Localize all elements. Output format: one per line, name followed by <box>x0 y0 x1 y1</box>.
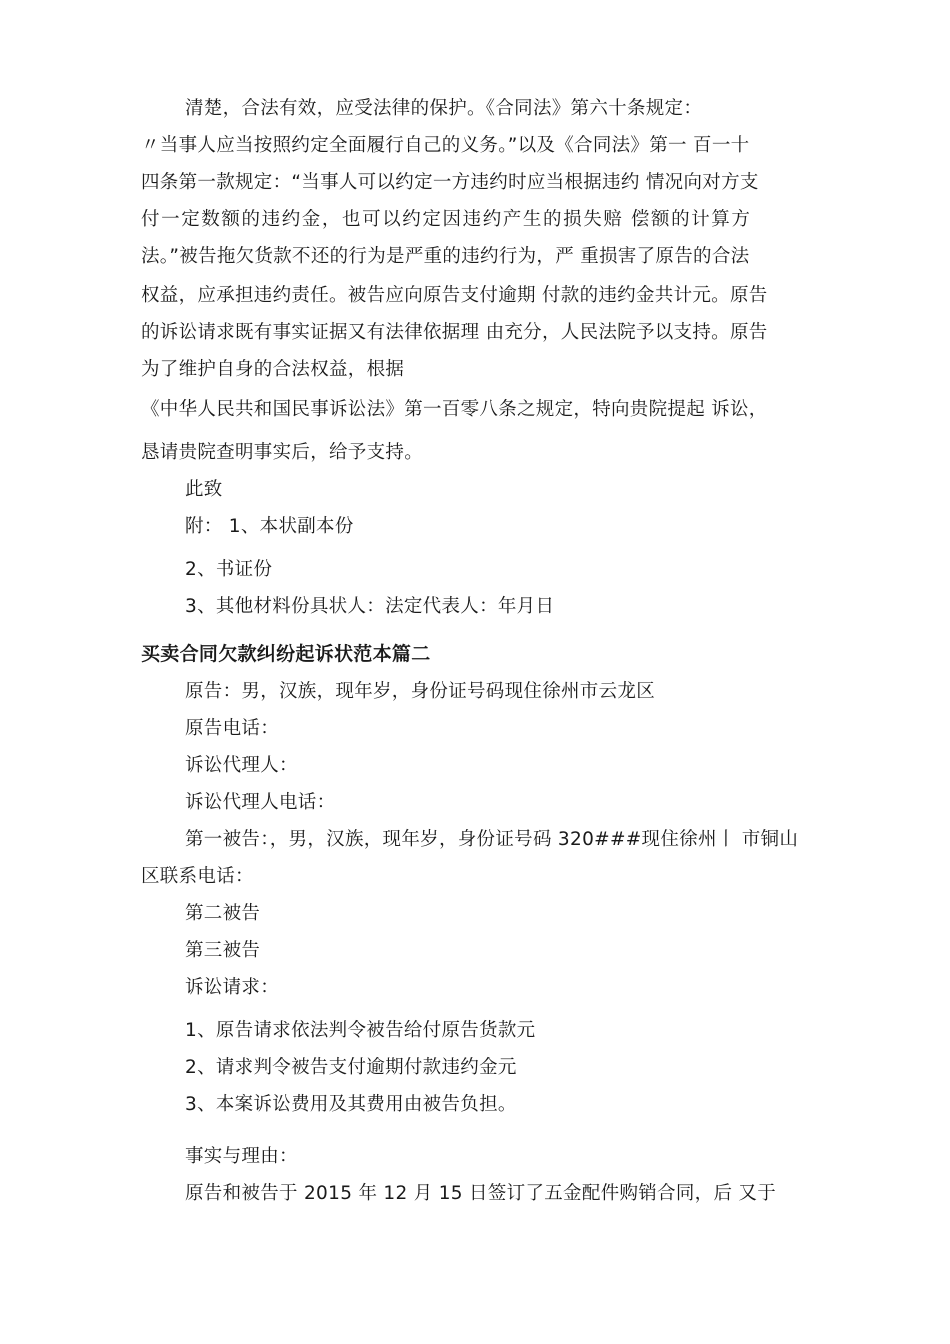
claim-item: 1、原告请求依法判令被告给付原告货款元 <box>185 1020 536 1041</box>
paragraph-line: 清楚，合法有效，应受法律的保护。《合同法》第六十条规定： <box>185 98 703 119</box>
defendant1-info: 第一被告：，男，汉族，现年岁，身份证号码 320###现住徐州丨 市铜山 <box>185 829 799 850</box>
claims-label: 诉讼请求： <box>185 977 280 998</box>
attachment-item: 3、其他材料份具状人：法定代表人：年月日 <box>185 596 555 617</box>
agent-info: 诉讼代理人： <box>185 755 298 776</box>
paragraph-line: 付一定数额的违约金，也可以约定因违约产生的损失赔 偿额的计算方 <box>141 209 752 230</box>
salutation: 此致 <box>185 479 223 500</box>
plaintiff-phone: 原告电话： <box>185 718 280 739</box>
facts-line: 原告和被告于 2015 年 12 月 15 日签订了五金配件购销合同，后 又于 <box>185 1183 777 1204</box>
attachment-item: 2、书证份 <box>185 559 273 580</box>
claim-item: 2、请求判令被告支付逾期付款违约金元 <box>185 1057 517 1078</box>
claim-item: 3、本案诉讼费用及其费用由被告负担。 <box>185 1094 517 1115</box>
section-heading: 买卖合同欠款纠纷起诉状范本篇二 <box>141 643 431 665</box>
paragraph-line: 恳请贵院查明事实后，给予支持。 <box>141 442 424 463</box>
paragraph-line: 〃当事人应当按照约定全面履行自己的义务。”以及《合同法》第一 百一十 <box>141 135 750 156</box>
defendant2-info: 第二被告 <box>185 903 261 924</box>
paragraph-line: 为了维护自身的合法权益，根据 <box>141 359 405 380</box>
defendant3-info: 第三被告 <box>185 940 261 961</box>
paragraph-line: 《中华人民共和国民事诉讼法》第一百零八条之规定，特向贵院提起 诉讼， <box>141 399 768 420</box>
agent-phone: 诉讼代理人电话： <box>185 792 336 813</box>
plaintiff-info: 原告：男，汉族，现年岁，身份证号码现住徐州市云龙区 <box>185 681 656 702</box>
facts-label: 事实与理由： <box>185 1146 298 1167</box>
paragraph-line: 四条第一款规定：“当事人可以约定一方违约时应当根据违约 情况向对方支 <box>141 172 759 193</box>
attachment-item: 附： 1、本状副本份 <box>185 516 354 537</box>
paragraph-line: 法。”被告拖欠货款不还的行为是严重的违约行为，严 重损害了原告的合法 <box>141 246 750 267</box>
paragraph-line: 的诉讼请求既有事实证据又有法律依据理 由充分，人民法院予以支持。原告 <box>141 322 768 343</box>
paragraph-line: 权益，应承担违约责任。被告应向原告支付逾期 付款的违约金共计元。原告 <box>141 285 768 306</box>
defendant1-phone: 区联系电话： <box>141 866 254 887</box>
